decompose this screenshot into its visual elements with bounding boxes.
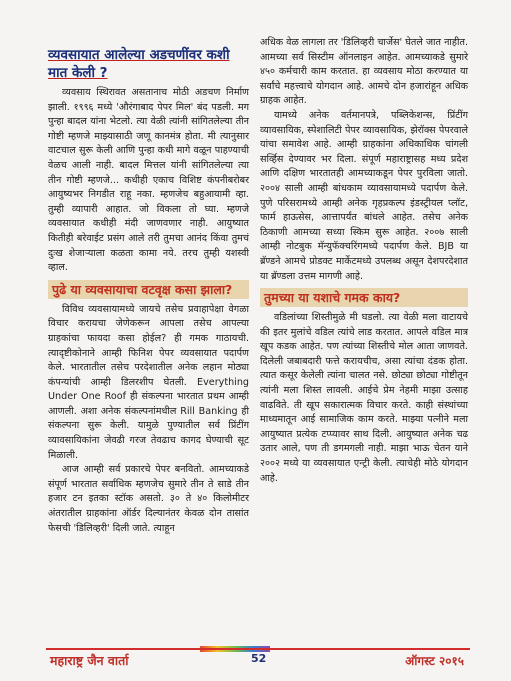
paragraph: वडिलांच्या शिस्तीमुळे मी घडलो. त्या वेळी मला वाटायचे की इतर मुलांचे वडिल त्यांचे लाड करतात. आपले वडिल मात्र खूप कडक आहेत. पण त्यांच्या शिस्तीचे मोल आता जाणवते. दिलेली जबाबदारी फत्ते करायचीच, असा त्यांचा दंडक होता. त्यात कसूर केलेली त्यांना चालत नसे. छोट्या छोट्या गोष्टीतून त्यांनी मला शिस्त लावली. आईचे प्रेम नेहमी माझा उत्साह वाढविते. ती खूप सकारात्मक विचार करते. काही संस्थांच्या माध्यमातून आई सामाजिक काम करते. माझ्या पत्नीने मला आयुष्यात प्रत्येक टप्प्यावर साथ दिली. आयुष्यात अनेक चढ उतार आले, पण ती डगमगली नाही. माझा भाऊ चेतन याने २००२ मध्ये या व्यवसायात एन्ट्री केली. त्याचेही मोठे योगदान आहे. <box>260 312 468 484</box>
article-heading-challenges: व्यवसायात आलेल्या अडचणींवर कशी मात केली ? <box>48 47 230 81</box>
paragraph: विविध व्यवसायामध्ये जायचे तसेच प्रवाहापेक्षा वेगळा विचार करायचा जेणेकरून आपला तसेच आपल्या ग्राहकांचा फायदा कसा होईल? ही गमक गाठायची. त्यादृष्टीकोनाने आम्ही फिनिश पेपर व्यवसायात पदार्पण केले. भारतातील तसेच परदेशातील अनेक लहान मोठ्या कंपन्यांची आम्ही डिलरशीप घेतली. Everything Under One Roof ही संकल्पना भारतात प्रथम आम्ही आणली. अशा अनेक संकल्पनांमधील Rill Banking ही संकल्पना सुरू केली. यामुळे पुण्यातील सर्व प्रिंटींग व्यावसायिकांना जेवढी गरज तेवढाच कागद घेण्याची सूट मिळाली. <box>48 303 249 461</box>
right-column <box>260 36 468 486</box>
magazine-title: महाराष्ट्र जैन वार्ता <box>50 653 129 668</box>
paragraph: यामध्ये अनेक वर्तमानपत्रे, पब्लिकेशन्स, प्रिंटींग व्यावसायिक, स्पेशालिटी पेपर व्यावसायिक, झेरॉक्स पेपरवाले यांचा समावेश आहे. आम्ही ग्राहकांना अधिकाधिक चांगली सर्व्हिस देण्यावर भर दिला. संपूर्ण महाराष्ट्रासह मध्य प्रदेश आणि दक्षिण भारतातही आमच्याकडून पेपर पुरविला जातो. २००४ साली आम्ही बांधकाम व्यावसायामध्ये पदार्पण केले. पुणे परिसरामध्ये आम्ही अनेक गृहप्रकल्प इंडस्ट्रीयल प्लॉट, फार्म हाऊसेस, आत्तापर्यंत बांधले आहेत. तसेच अनेक ठिकाणी आमच्या सध्या स्किम सुरू आहेत. २००७ साली आम्ही नोटबुक मॅन्युफॅक्चरिंगमध्ये पदार्पण केले. BJB या ब्रॅण्डने आमचे प्रोडक्ट मार्केटमध्ये उपलब्ध असून देशपरदेशात या ब्रॅण्डला उत्तम मागणी आहे. <box>260 109 468 282</box>
section-heading-growth: पुढे या व्यवसायाचा वटवृक्ष कसा झाला? <box>48 280 249 299</box>
page-number: 52 <box>251 652 267 665</box>
page-footer <box>46 648 470 670</box>
left-column <box>48 36 249 536</box>
section-heading-success: तुमच्या या यशाचे गमक काय? <box>260 288 468 307</box>
paragraph: अधिक वेळ लागला तर 'डिलिव्हरी चार्जेस' घेतले जात नाहीत. आमच्या सर्व सिस्टीम ऑनलाइन आहेत. आमच्याकडे सुमारे ४५० कर्मचारी काम करतात. हा व्यवसाय मोठा करण्यात या सर्वांचे महत्त्वाचे योगदान आहे. आमचे दोन हजारांहून अधिक ग्राहक आहेत. <box>260 37 468 107</box>
issue-date: ऑगस्ट २०१५ <box>405 654 464 668</box>
paragraph: आज आम्ही सर्व प्रकारचे पेपर बनवितो. आमच्याकडे संपूर्ण भारतात सर्वाधिक म्हणजेच सुमारे तीन ते साडे तीन हजार टन इतका स्टॉक असतो. ३० ते ४० किलोमीटर अंतरातील ग्राहकांना ऑर्डर दिल्यानंतर केवळ दोन तासांत फेसची 'डिलिव्हरी' दिली जाते. त्याहून <box>48 464 249 534</box>
paragraph: व्यवसाय स्थिरावत असतानाच मोठी अडचण निर्माण झाली. १९९६ मध्ये 'औरंगाबाद पेपर मिल' बंद पडली. मग पुन्हा बादल यांना भेटलो. त्या वेळी त्यांनी सांगितलेल्या तीन गोष्टी म्हणजे माझ्यासाठी जणू कानमंत्र होता. मी त्यानुसार वाटचाल सुरू केली आणि पुन्हा कधी मागे वळून पाहण्याची वेळच आली नाही. बादल मित्तल यांनी सांगितलेल्या त्या तीन गोष्टी म्हणजे... कधीही एकाच विशिष्ट कंपनीबरोबर आयुष्यभर निगडीत राहू नका. म्हणजेच बहुआयामी व्हा. तुम्ही व्यापारी आहात. जो विकला तो घ्या. म्हणजे व्यवसायात कधीही मंदी जाणवणार नाही. आयुष्यात कितीही बरेवाईट प्रसंग आले तरी तुमचा आनंद किंवा तुमचं दुःख शेजाऱ्याला कळता कामा नये. तरच तुम्ही यशस्वी व्हाल. <box>48 87 249 274</box>
